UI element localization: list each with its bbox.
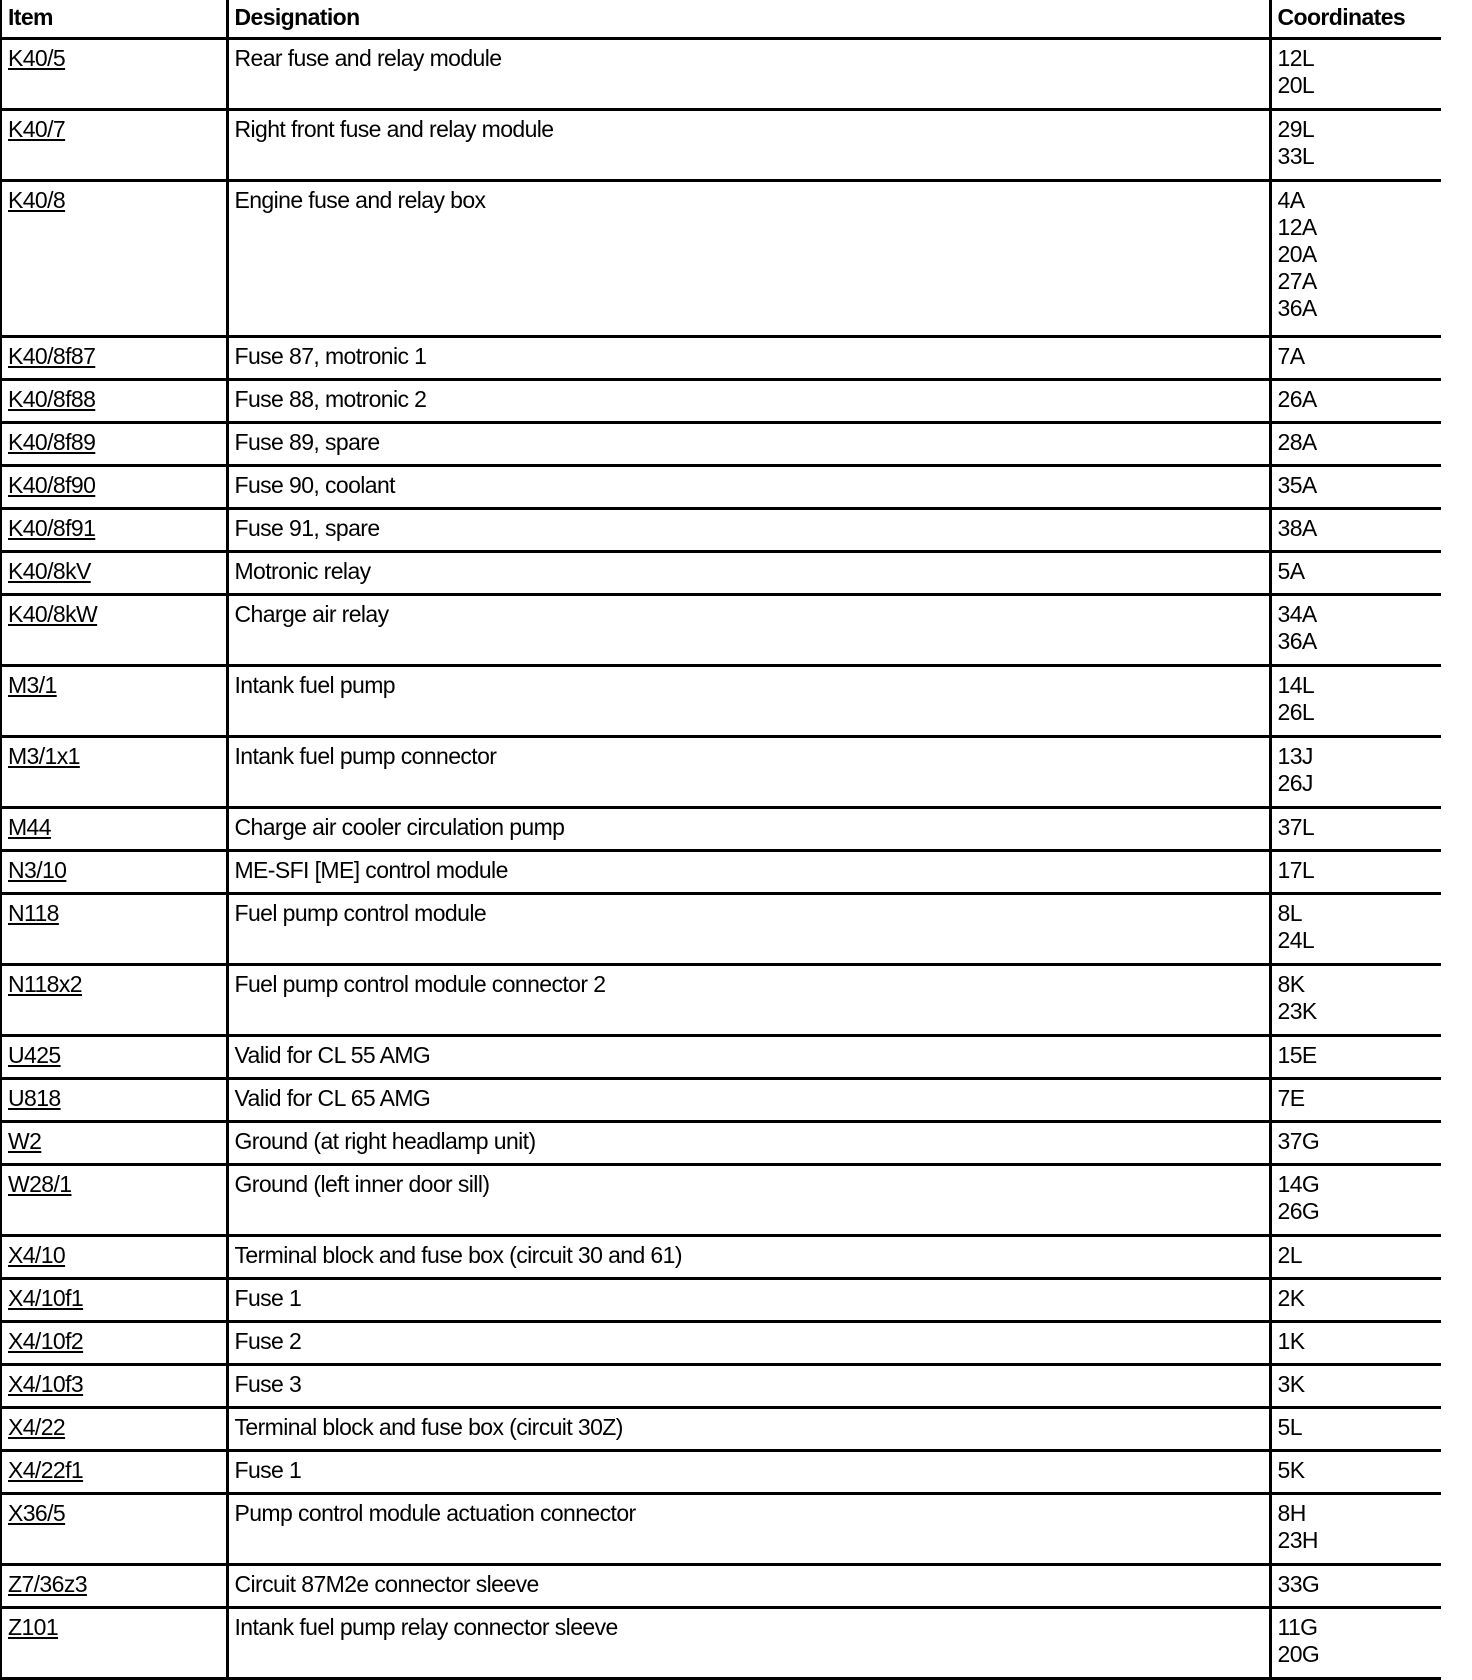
coordinate-value: 13J	[1277, 743, 1313, 769]
table-row	[1, 1494, 1441, 1565]
coordinate-value: 37G	[1277, 1128, 1320, 1154]
coordinate-value: 34A	[1277, 601, 1317, 627]
item-link[interactable]: N3/10	[8, 857, 67, 883]
coordinates-cell	[1270, 1036, 1441, 1079]
coordinates-cell	[1270, 466, 1441, 509]
item-cell	[1, 1036, 227, 1079]
coordinate-value: 17L	[1277, 857, 1315, 883]
coordinate-value: 15E	[1277, 1042, 1317, 1068]
table-row	[1, 380, 1441, 423]
item-link[interactable]: X4/22	[8, 1414, 66, 1440]
table-row	[1, 1451, 1441, 1494]
table-row	[1, 509, 1441, 552]
table-row	[1, 181, 1441, 337]
coordinates-cell	[1270, 894, 1441, 965]
table-row	[1, 666, 1441, 737]
table-header-row	[1, 0, 1441, 39]
table-row	[1, 1165, 1441, 1236]
coordinate-value: 27A	[1277, 268, 1317, 294]
item-link[interactable]: Z7/36z3	[8, 1571, 87, 1597]
coordinates-cell	[1270, 808, 1441, 851]
item-cell	[1, 1279, 227, 1322]
coordinates-cell	[1270, 1079, 1441, 1122]
item-link[interactable]: K40/8	[8, 187, 66, 213]
item-cell	[1, 110, 227, 181]
table-body	[1, 39, 1441, 1679]
coordinates-cell	[1270, 851, 1441, 894]
designation-cell: Terminal block and fuse box (circuit 30Z)	[227, 1408, 1270, 1451]
item-cell	[1, 466, 227, 509]
coordinates-cell	[1270, 509, 1441, 552]
coordinates-cell	[1270, 1365, 1441, 1408]
item-link[interactable]: K40/8kW	[8, 601, 98, 627]
item-cell	[1, 595, 227, 666]
coordinate-value: 8K	[1277, 971, 1305, 997]
table-row	[1, 423, 1441, 466]
coordinate-value: 26A	[1277, 386, 1317, 412]
table-row	[1, 1079, 1441, 1122]
table-row	[1, 894, 1441, 965]
item-cell	[1, 509, 227, 552]
coordinates-cell	[1270, 1451, 1441, 1494]
coordinate-value: 23K	[1277, 998, 1317, 1024]
coordinates-cell	[1270, 380, 1441, 423]
designation-cell: Valid for CL 55 AMG	[227, 1036, 1270, 1079]
coordinate-value: 3K	[1277, 1371, 1305, 1397]
item-cell	[1, 181, 227, 337]
item-link[interactable]: N118x2	[8, 971, 82, 997]
item-link[interactable]: K40/8f90	[8, 472, 96, 498]
coordinates-cell	[1270, 1408, 1441, 1451]
item-cell	[1, 737, 227, 808]
table-row	[1, 466, 1441, 509]
item-link[interactable]: K40/8f88	[8, 386, 96, 412]
coordinate-value: 26J	[1277, 770, 1313, 796]
coordinate-value: 7E	[1277, 1085, 1305, 1111]
item-cell	[1, 1408, 227, 1451]
item-cell	[1, 851, 227, 894]
designation-cell: Fuse 89, spare	[227, 423, 1270, 466]
coordinates-cell	[1270, 1494, 1441, 1565]
coordinates-cell	[1270, 423, 1441, 466]
item-link[interactable]: U818	[8, 1085, 61, 1111]
item-cell	[1, 1451, 227, 1494]
item-link[interactable]: X4/10	[8, 1242, 66, 1268]
coordinates-cell	[1270, 965, 1441, 1036]
designation-cell: Fuse 1	[227, 1279, 1270, 1322]
coordinate-value: 24L	[1277, 927, 1315, 953]
designation-cell: Motronic relay	[227, 552, 1270, 595]
designation-cell: Rear fuse and relay module	[227, 39, 1270, 110]
coordinate-value: 5A	[1277, 558, 1305, 584]
item-link[interactable]: M3/1	[8, 672, 57, 698]
table-row	[1, 1408, 1441, 1451]
table-row	[1, 808, 1441, 851]
table-row	[1, 595, 1441, 666]
item-cell	[1, 552, 227, 595]
coordinates-cell	[1270, 1122, 1441, 1165]
coordinates-cell	[1270, 39, 1441, 110]
table-row	[1, 737, 1441, 808]
designation-cell: ME-SFI [ME] control module	[227, 851, 1270, 894]
coordinate-value: 29L	[1277, 116, 1315, 142]
coordinate-value: 14L	[1277, 672, 1315, 698]
item-link[interactable]: M3/1x1	[8, 743, 80, 769]
item-link[interactable]: K40/8f87	[8, 343, 96, 369]
item-cell	[1, 1236, 227, 1279]
item-link[interactable]: K40/8f89	[8, 429, 96, 455]
coordinate-value: 5L	[1277, 1414, 1302, 1440]
item-link[interactable]: W28/1	[8, 1171, 72, 1197]
item-cell	[1, 965, 227, 1036]
coordinate-value: 33L	[1277, 143, 1315, 169]
item-link[interactable]: X4/10f1	[8, 1285, 84, 1311]
designation-cell: Fuse 87, motronic 1	[227, 337, 1270, 380]
item-link[interactable]: X4/22f1	[8, 1457, 84, 1483]
designation-cell: Fuse 3	[227, 1365, 1270, 1408]
coordinate-value: 37L	[1277, 814, 1315, 840]
item-cell	[1, 1565, 227, 1608]
coordinates-cell	[1270, 110, 1441, 181]
coordinate-value: 1K	[1277, 1328, 1305, 1354]
table-row	[1, 1322, 1441, 1365]
item-cell	[1, 1365, 227, 1408]
designation-cell: Valid for CL 65 AMG	[227, 1079, 1270, 1122]
item-cell	[1, 666, 227, 737]
coordinate-value: 4A	[1277, 187, 1305, 213]
item-cell	[1, 894, 227, 965]
coordinates-cell	[1270, 595, 1441, 666]
designation-cell: Right front fuse and relay module	[227, 110, 1270, 181]
table-row	[1, 552, 1441, 595]
coordinates-cell	[1270, 1565, 1441, 1608]
designation-cell: Circuit 87M2e connector sleeve	[227, 1565, 1270, 1608]
table-row	[1, 337, 1441, 380]
item-cell	[1, 1322, 227, 1365]
item-link[interactable]: M44	[8, 814, 51, 840]
item-cell	[1, 808, 227, 851]
coordinate-value: 8L	[1277, 900, 1302, 926]
table-row	[1, 1236, 1441, 1279]
table-row	[1, 1565, 1441, 1608]
coordinate-value: 35A	[1277, 472, 1317, 498]
item-cell	[1, 423, 227, 466]
coordinates-cell	[1270, 1322, 1441, 1365]
coordinate-value: 23H	[1277, 1527, 1318, 1553]
coordinates-cell	[1270, 1608, 1441, 1679]
header-coordinates: Coordinates	[1270, 0, 1441, 39]
designation-cell: Intank fuel pump	[227, 666, 1270, 737]
designation-cell: Ground (at right headlamp unit)	[227, 1122, 1270, 1165]
coordinates-cell	[1270, 337, 1441, 380]
item-cell	[1, 1494, 227, 1565]
coordinate-value: 38A	[1277, 515, 1317, 541]
coordinate-value: 26G	[1277, 1198, 1320, 1224]
designation-cell: Fuse 88, motronic 2	[227, 380, 1270, 423]
item-link[interactable]: K40/8f91	[8, 515, 96, 541]
coordinate-value: 26L	[1277, 699, 1315, 725]
item-cell	[1, 39, 227, 110]
coordinates-cell	[1270, 1165, 1441, 1236]
item-cell	[1, 337, 227, 380]
coordinate-value: 36A	[1277, 295, 1317, 321]
item-link[interactable]: X4/10f3	[8, 1371, 84, 1397]
designation-cell: Charge air relay	[227, 595, 1270, 666]
item-cell	[1, 1608, 227, 1679]
coordinate-value: 14G	[1277, 1171, 1320, 1197]
coordinates-cell	[1270, 666, 1441, 737]
coordinates-cell	[1270, 1279, 1441, 1322]
item-cell	[1, 1165, 227, 1236]
coordinates-cell	[1270, 1236, 1441, 1279]
item-link[interactable]: K40/5	[8, 45, 66, 71]
item-cell	[1, 1122, 227, 1165]
designation-cell: Engine fuse and relay box	[227, 181, 1270, 337]
header-designation: Designation	[227, 0, 1270, 39]
coordinate-value: 36A	[1277, 628, 1317, 654]
table-row	[1, 851, 1441, 894]
designation-cell: Intank fuel pump relay connector sleeve	[227, 1608, 1270, 1679]
item-cell	[1, 380, 227, 423]
coordinate-value: 20L	[1277, 72, 1315, 98]
table-row	[1, 1279, 1441, 1322]
designation-cell: Fuse 91, spare	[227, 509, 1270, 552]
item-link[interactable]: X4/10f2	[8, 1328, 84, 1354]
coordinates-cell	[1270, 552, 1441, 595]
coordinate-value: 12A	[1277, 214, 1317, 240]
table-row	[1, 1036, 1441, 1079]
table-row	[1, 1608, 1441, 1679]
coordinate-value: 28A	[1277, 429, 1317, 455]
designation-cell: Pump control module actuation connector	[227, 1494, 1270, 1565]
coordinate-value: 7A	[1277, 343, 1305, 369]
item-link[interactable]: K40/8kV	[8, 558, 91, 584]
table-row	[1, 1122, 1441, 1165]
designation-cell: Fuse 1	[227, 1451, 1270, 1494]
table-row	[1, 965, 1441, 1036]
coordinate-value: 5K	[1277, 1457, 1305, 1483]
coordinates-cell	[1270, 181, 1441, 337]
header-item: Item	[1, 0, 227, 39]
item-link[interactable]: X36/5	[8, 1500, 66, 1526]
item-link[interactable]: N118	[8, 900, 59, 926]
coordinate-value: 2L	[1277, 1242, 1302, 1268]
table-row	[1, 110, 1441, 181]
coordinate-value: 8H	[1277, 1500, 1306, 1526]
coordinates-cell	[1270, 737, 1441, 808]
coordinate-value: 12L	[1277, 45, 1315, 71]
designation-cell: Terminal block and fuse box (circuit 30 and 61)	[227, 1236, 1270, 1279]
designation-cell: Fuel pump control module	[227, 894, 1270, 965]
coordinate-value: 11G	[1277, 1614, 1318, 1640]
designation-cell: Fuse 2	[227, 1322, 1270, 1365]
coordinate-value: 2K	[1277, 1285, 1305, 1311]
item-link[interactable]: K40/7	[8, 116, 66, 142]
designation-cell: Fuel pump control module connector 2	[227, 965, 1270, 1036]
coordinate-value: 20G	[1277, 1641, 1320, 1667]
coordinate-value: 20A	[1277, 241, 1317, 267]
table-row	[1, 39, 1441, 110]
item-link[interactable]: W2	[8, 1128, 42, 1154]
designation-cell: Ground (left inner door sill)	[227, 1165, 1270, 1236]
item-cell	[1, 1079, 227, 1122]
table-row	[1, 1365, 1441, 1408]
item-link[interactable]: U425	[8, 1042, 61, 1068]
designation-cell: Charge air cooler circulation pump	[227, 808, 1270, 851]
coordinate-value: 33G	[1277, 1571, 1320, 1597]
designation-cell: Intank fuel pump connector	[227, 737, 1270, 808]
designation-cell: Fuse 90, coolant	[227, 466, 1270, 509]
item-link[interactable]: Z101	[8, 1614, 59, 1640]
